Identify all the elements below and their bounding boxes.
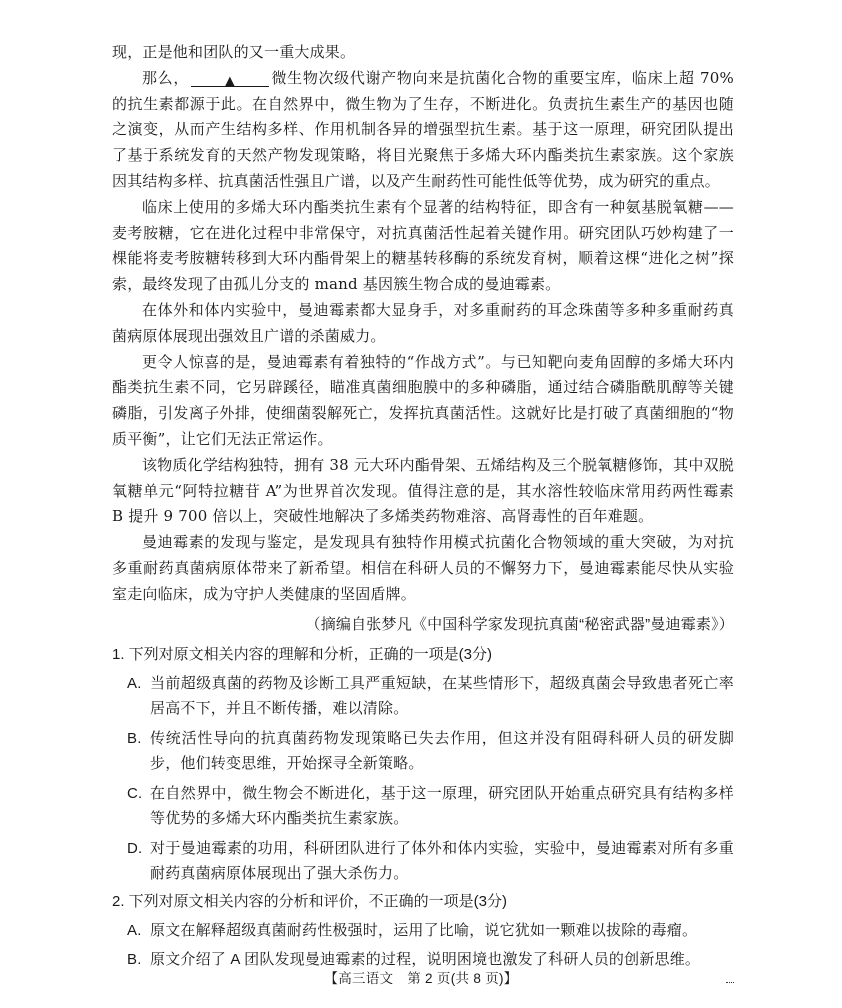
triangle-marker-icon: ▲: [224, 73, 236, 89]
option-a: [112, 918, 734, 944]
option-letter: C.: [127, 784, 143, 802]
paragraph-with-blank: [112, 66, 734, 195]
option-text: 当前超级真菌的药物及诊断工具严重短缺，在某些情形下，超级真菌会导致患者死亡率居高不下，并且不断传播，难以清除。: [150, 674, 734, 718]
option-letter: A.: [127, 921, 142, 939]
option-text: 传统活性导向的抗真菌药物发现策略已失去作用，但这并没有阻碍科研人员的研发脚步，他们转变思维，开始探寻全新策略。: [150, 729, 734, 773]
option-b: [112, 726, 734, 777]
option-b: [112, 947, 734, 973]
corner-mark: [726, 982, 734, 985]
option-letter: A.: [127, 674, 142, 692]
question-stem: 2. 下列对原文相关内容的分析和评价，不正确的一项是(3分): [112, 892, 508, 910]
paragraph-prefix: 那么，: [142, 68, 190, 87]
page-footer: 【高三语文 第 2 页(共 8 页)】: [324, 971, 518, 986]
paragraph-continuation: 现，正是他和团队的又一重大成果。: [112, 43, 356, 61]
paragraph-structure-feature: 临床上使用的多烯大环内酯类抗生素有个显著的结构特征，即含有一种氨基脱氧糖——麦考胺糖，它在进化过程中非常保守，对抗真菌活性起着关键作用。研究团队巧妙构建了一棵能将麦考胺糖转移到大环内酯骨架上的糖基转移酶的系统发育树，顺着这棵“进化之树”探索，最终发现了由孤儿分支的 mand 基因簇生物合成的曼迪霉素。: [112, 197, 734, 294]
option-text: 对于曼迪霉素的功用，科研团队进行了体外和体内实验，实验中，曼迪霉素对所有多重耐药真菌病原体展现出了强大杀伤力。: [150, 839, 734, 883]
option-letter: B.: [127, 951, 142, 969]
option-letter: B.: [127, 729, 142, 747]
paragraph-experiments: 在体外和体内实验中，曼迪霉素都大显身手，对多重耐药的耳念珠菌等多种多重耐药真菌病原体展现出强效且广谱的杀菌威力。: [112, 300, 734, 345]
option-letter: D.: [127, 839, 143, 857]
option-text: 原文介绍了 A 团队发现曼迪霉素的过程，说明困境也激发了科研人员的创新思维。: [150, 951, 701, 969]
article-source: （摘编自张梦凡《中国科学家发现抗真菌“秘密武器”曼迪霉素》）: [305, 615, 734, 633]
option-d: [112, 836, 734, 887]
paragraph-conclusion: 曼迪霉素的发现与鉴定，是发现具有独特作用模式抗菌化合物领域的重大突破，为对抗多重耐药真菌病原体带来了新希望。相信在科研人员的不懈努力下，曼迪霉素能尽快从实验室走向临床，成为守护人类健康的坚固盾牌。: [112, 533, 734, 603]
option-c: [112, 781, 734, 832]
fill-in-blank: [191, 68, 269, 87]
paragraph-mechanism: 更令人惊喜的是，曼迪霉素有着独特的“作战方式”。与已知靶向麦角固醇的多烯大环内酯类抗生素不同，它另辟蹊径，瞄准真菌细胞膜中的多种磷脂，通过结合磷脂酰肌醇等关键磷脂，引发离子外排，使细菌裂解死亡，发挥抗真菌活性。这就好比是打破了真菌细胞的“物质平衡”，让它们无法正常运作。: [112, 352, 734, 448]
question-stem: 1. 下列对原文相关内容的理解和分析，正确的一项是(3分): [112, 645, 493, 663]
option-a: [112, 671, 734, 722]
paragraph-body: 微生物次级代谢产物向来是抗菌化合物的重要宝库，临床上超 70% 的抗生素都源于此。在自然界中，微生物为了生存，不断进化。负责抗生素生产的基因也随之演变，从而产生结构多样、作用机制各异的增强型抗生素。基于这一原理，研究团队提出了基于系统发育的天然产物发现策略，将目光聚焦于多烯大环内酯类抗生素家族。这个家族因其结构多样、抗真菌活性强且广谱，以及产生耐药性可能性低等优势，成为研究的重点。: [112, 68, 734, 190]
option-text: 在自然界中，微生物会不断进化，基于这一原理，研究团队开始重点研究具有结构多样等优势的多烯大环内酯类抗生素家族。: [150, 784, 734, 828]
question-1: [112, 642, 734, 887]
paragraph-chemistry: 该物质化学结构独特，拥有 38 元大环内酯骨架、五烯结构及三个脱氧糖修饰，其中双脱氧糖单元“阿特拉糖苷 A”为世界首次发现。值得注意的是，其水溶性较临床常用药两性霉素 B 提升 9 700 倍以上，突破性地解决了多烯类药物难溶、高肾毒性的百年难题。: [112, 455, 734, 526]
option-text: 原文在解释超级真菌耐药性极强时，运用了比喻，说它犹如一颗难以拔除的毒瘤。: [150, 921, 698, 939]
question-2: [112, 889, 734, 973]
